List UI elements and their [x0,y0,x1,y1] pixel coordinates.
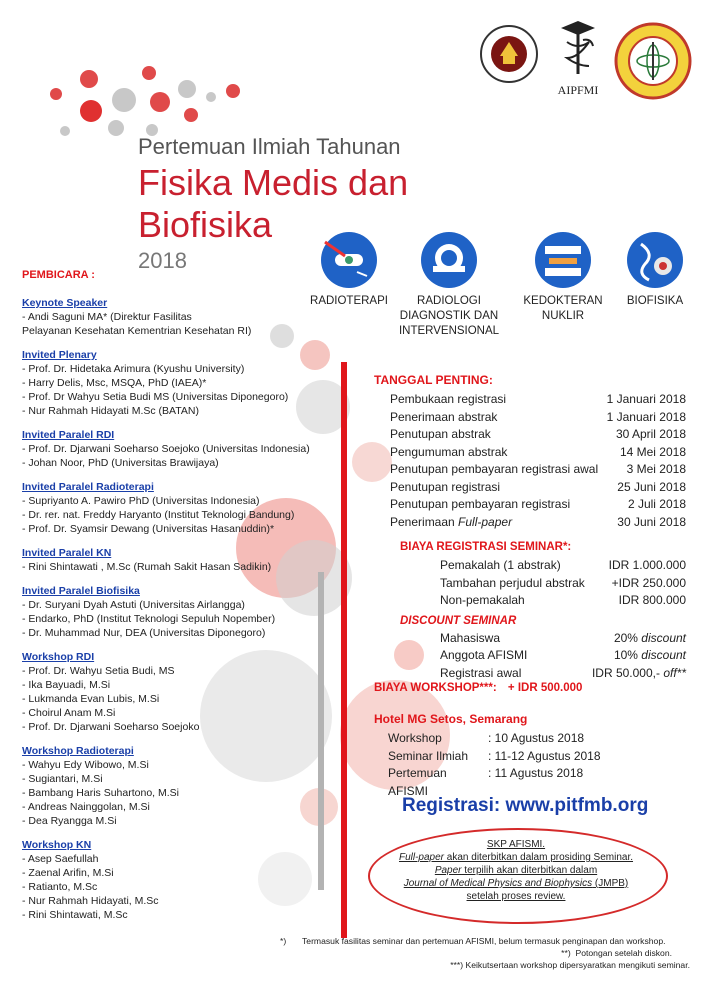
topic-row [306,232,698,339]
speakers-section [22,268,322,922]
skp-title: SKP AFISMI. [486,839,546,850]
speaker-group-title: Invited Plenary [22,349,97,361]
venue-name: Hotel MG Setos, Semarang [374,712,528,726]
workshop-fee-value: + IDR 500.000 [507,682,583,694]
discount-suffix: off** [659,665,686,680]
discount-heading: DISCOUNT SEMINAR [400,614,517,627]
skp-line-4 [376,890,656,903]
discount-suffix: discount [637,630,686,645]
workshop-fee [374,682,582,694]
footnote-text: Potongan setelah diskon. [575,948,672,958]
speaker-item: - Prof. Dr. Djarwani Soeharso Soejoko [22,721,200,733]
fee-label: Tambahan perjudul abstrak [440,575,585,590]
speaker-item: - Prof. Dr. Wahyu Setia Budi, MS [22,665,175,677]
discount-amount: 20% [613,630,638,645]
topic-label: RADIOTERAPI [310,295,388,307]
important-dates [374,373,686,531]
fee-value: IDR 800.000 [618,593,686,607]
speaker-group-title: Invited Paralel Biofisika [22,585,140,597]
skp-line-3-rest: (JMPB) [592,878,629,889]
discount-row [440,647,686,665]
venue-label: Seminar Ilmiah [388,748,469,763]
speaker-item: - Ika Bayuadi, M.Si [22,679,111,691]
speaker-item: - Rini Shintawati, M.Sc [22,909,128,921]
date-row [390,461,686,479]
venue-value: : 11-12 Agustus 2018 [488,748,601,763]
discount-value [614,630,686,648]
speaker-group-title: Workshop Radioterapi [22,745,134,757]
skp-line-1-rest: akan diterbitkan dalam prosiding Seminar. [444,852,634,863]
speaker-item: - Asep Saefullah [22,853,99,865]
topic-label: RADIOLOGI DIAGNOSTIK DAN INTERVENSIONAL [398,295,500,337]
skp-line-1 [376,851,656,864]
date-label [390,514,512,532]
topic-label: BIOFISIKA [626,295,684,307]
discount-row [440,630,686,648]
aipfmi-logo [546,18,610,100]
date-label: Penutupan pembayaran registrasi awal [390,462,599,476]
speaker-item: - Sugiantari, M.Si [22,773,103,785]
discount-value [614,647,686,665]
footnote-mark: ***) [450,960,464,970]
title-line-1: Pertemuan Ilmiah Tahunan [138,134,401,159]
speaker-item: - Zaenal Arifin, M.Si [22,867,114,879]
date-label-prefix: Penerimaan [390,514,459,529]
speaker-item: - Prof. Dr Wahyu Setia Budi MS (Universitas Diponegoro) [22,391,289,403]
date-value: 30 Juni 2018 [617,514,686,529]
topic-biofisika [612,232,698,339]
speaker-groups [22,296,322,922]
registration-fees [400,541,686,682]
date-label: Penerimaan abstrak [390,409,498,424]
date-value: 25 Juni 2018 [617,479,686,494]
skp-text [376,838,656,903]
workshop-fee-label: BIAYA WORKSHOP***: [374,682,497,694]
discount-label: Registrasi awal [440,665,522,680]
fee-row [440,592,686,610]
date-row [390,514,686,532]
date-value: 2 Juli 2018 [627,497,686,511]
date-label: Pengumuman abstrak [390,444,508,459]
date-label-italic: Full-paper [458,514,513,529]
speaker-item: - Ratianto, M.Sc [22,881,98,893]
speakers-heading: PEMBICARA : [22,269,95,281]
discount-suffix: discount [637,648,686,662]
date-row [390,479,686,497]
footnote-1 [280,935,690,947]
fee-value: IDR 1.000.000 [608,558,686,572]
discount-row [440,665,686,683]
topic-radiologi [384,232,514,339]
date-label: Penutupan registrasi [390,479,501,494]
date-row [390,496,686,514]
speaker-item: - Nur Rahmah Hidayati, M.Sc [22,895,159,907]
nuclear-scanner-icon [535,232,591,288]
topic-kedokteran-nuklir [520,232,606,339]
speaker-item: - Endarko, PhD (Institut Teknologi Sepuluh Nopember) [22,613,276,625]
skp-line-3-italic: Journal of Medical Physics and Biophysics [403,878,593,889]
speaker-group-title: Workshop KN [22,839,92,851]
date-label: Penutupan abstrak [390,427,491,441]
skp-line-2 [376,864,656,877]
discount-value [592,665,686,683]
radiotherapy-icon [321,232,377,288]
speaker-item: - Dr. Suryani Dyah Astuti (Universitas Airlangga) [22,599,245,611]
speaker-group-title: Invited Paralel RDI [22,429,115,441]
discount-label: Anggota AFISMI [440,648,528,662]
afismi-logo [614,22,692,100]
date-value: 1 Januari 2018 [606,409,686,424]
fees-heading: BIAYA REGISTRASI SEMINAR*: [400,541,572,553]
dates-heading: TANGGAL PENTING: [374,373,493,387]
date-row [390,444,686,462]
footnote-mark: **) [561,948,571,958]
speaker-item: - Dea Ryangga M.Si [22,815,117,827]
footnote-text: Keikutsertaan workshop dipersyaratkan mengikuti seminar. [465,960,690,970]
ct-scanner-icon [421,232,477,288]
date-value: 14 Mei 2018 [619,444,686,459]
date-label: Penutupan pembayaran registrasi [390,497,571,511]
speaker-item: - Dr. Muhammad Nur, DEA (Universitas Diponegoro) [22,627,266,639]
fee-row [440,575,686,593]
discount-label: Mahasiswa [440,630,501,645]
speaker-group-title: Keynote Speaker [22,297,108,309]
fee-label: Non-pemakalah [440,593,525,607]
speaker-group-title: Invited Paralel KN [22,547,112,559]
speaker-item: - Wahyu Edy Wibowo, M.Si [22,759,149,771]
venue-label: Pertemuan AFISMI [388,766,447,798]
topic-label: KEDOKTERAN NUKLIR [523,295,603,322]
fee-label: Pemakalah (1 abstrak) [440,558,561,572]
footnotes [280,935,690,971]
venue-row [388,730,686,748]
speaker-item: - Lukmanda Evan Lubis, M.Si [22,693,160,705]
date-value: 30 April 2018 [615,427,686,441]
red-divider-bar [341,362,347,938]
registration-link[interactable]: Registrasi: www.pitfmb.org [402,795,649,816]
venue-row [388,748,686,766]
discount-amount: IDR 50.000,- [591,665,660,680]
footnote-2 [280,947,690,959]
skp-line-4-text: setelah proses review. [466,891,566,902]
speaker-item: Pelayanan Kesehatan Kementrian Kesehatan RI) [22,325,252,337]
speaker-item: - Supriyanto A. Pawiro PhD (Universitas Indonesia) [22,495,260,507]
title-line-2: Fisika Medis dan Biofisika [138,162,409,245]
date-row [390,426,686,444]
speaker-item: - Johan Noor, PhD (Universitas Brawijaya) [22,457,219,469]
speaker-group-title: Invited Paralel Radioterapi [22,481,154,493]
venue-value: : 11 Agustus 2018 [488,766,584,780]
speaker-item: - Rini Shintawati , M.Sc (Rumah Sakit Hasan Sadikin) [22,561,272,573]
skp-line-1-italic: Full-paper [398,852,445,863]
title-year: 2018 [138,248,187,273]
date-row [390,391,686,409]
footnote-3 [280,959,690,971]
date-value: 1 Januari 2018 [606,392,686,406]
speaker-item: - Prof. Dr. Djarwani Soeharso Soejoko (Universitas Indonesia) [22,443,310,455]
fee-value: +IDR 250.000 [611,575,686,590]
speaker-item: - Prof. Dr. Syamsir Dewang (Universitas Hasanuddin)* [22,523,275,535]
skp-line-2-italic: Paper [434,865,462,876]
speaker-item: - Dr. rer. nat. Freddy Haryanto (Institut Teknologi Bandung) [22,509,295,521]
footnote-text: Termasuk fasilitas seminar dan pertemuan AFISMI, belum termasuk penginapan dan workshop. [302,936,666,946]
date-row [390,409,686,427]
speaker-item: - Bambang Haris Suhartono, M.Si [22,787,179,799]
skp-line-2-rest: terpilih akan diterbitkan dalam [461,865,598,876]
speaker-group-title: Workshop RDI [22,651,95,663]
aipfmi-caption: AIPFMI [557,83,599,97]
footnote-mark: *) [280,936,287,946]
venue-value: : 10 Agustus 2018 [488,731,585,745]
speaker-item: - Andreas Nainggolan, M.Si [22,801,150,813]
venue-section [374,712,686,800]
speaker-item: - Choirul Anam M.Si [22,707,116,719]
speaker-item: - Nur Rahmah Hidayati M.Sc (BATAN) [22,405,199,417]
undip-logo [480,20,538,88]
speaker-item: - Harry Delis, Msc, MSQA, PhD (IAEA)* [22,377,207,389]
skp-line-3 [376,877,656,890]
venue-label: Workshop [388,731,442,745]
discount-amount: 10% [613,648,638,662]
fee-row [440,557,686,575]
date-value: 3 Mei 2018 [626,462,686,476]
speaker-item: - Andi Saguni MA* (Direktur Fasilitas [22,311,192,323]
speaker-item: - Prof. Dr. Hidetaka Arimura (Kyushu University) [22,363,245,375]
dna-cell-icon [627,232,683,288]
date-label: Pembukaan registrasi [390,392,507,406]
